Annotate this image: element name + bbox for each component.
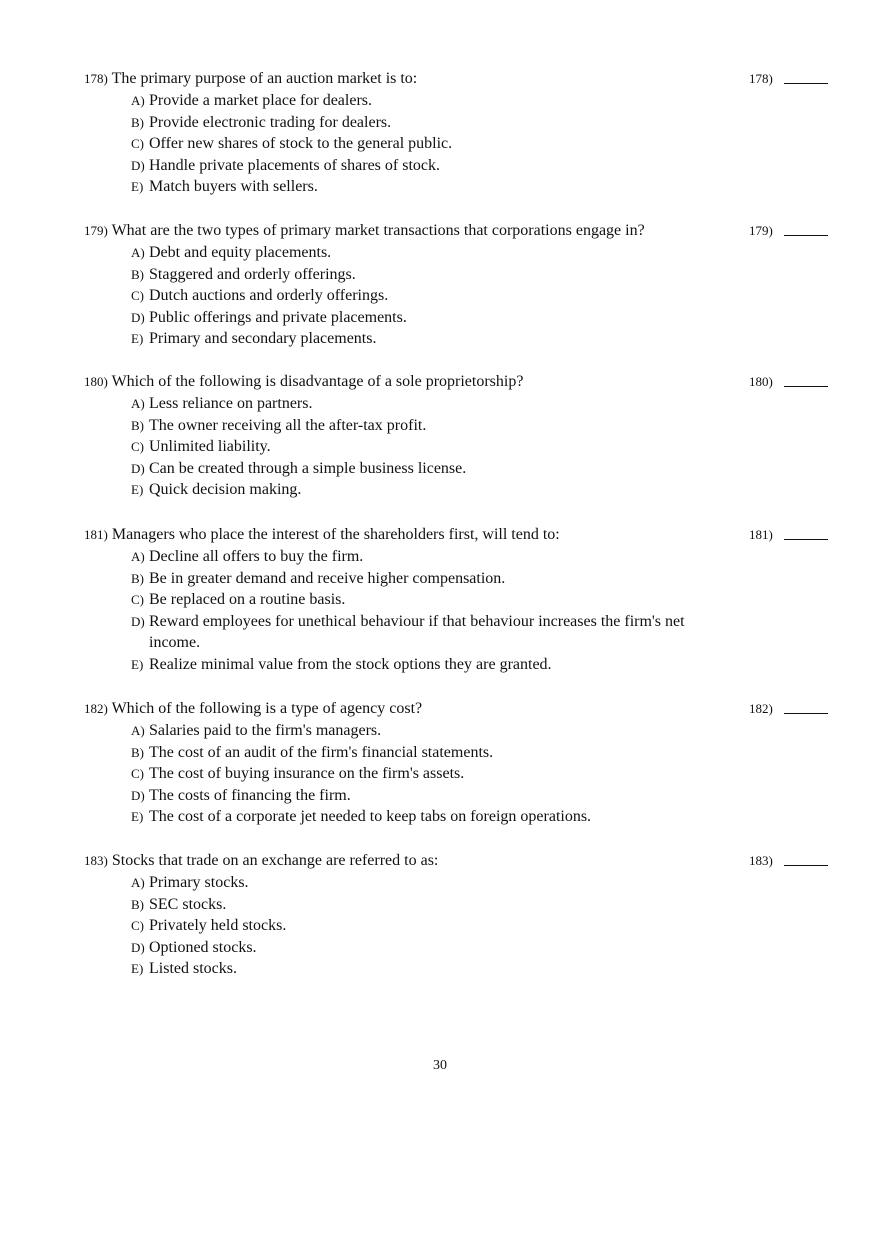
- options-list: [131, 720, 731, 828]
- question-stem: [84, 371, 844, 393]
- option-letter: E): [131, 331, 144, 347]
- option-text: Primary stocks.: [149, 874, 249, 891]
- option-text: Match buyers with sellers.: [149, 178, 318, 196]
- option-b: [131, 742, 731, 764]
- option-c: [131, 763, 731, 785]
- answer-slot: [749, 371, 844, 393]
- question-text: What are the two types of primary market transactions that corporations engage in?: [111, 222, 645, 239]
- options-list: [131, 90, 731, 198]
- option-b: [131, 112, 731, 134]
- question-181: [84, 524, 844, 676]
- option-d: [131, 937, 731, 959]
- option-a: [131, 393, 731, 415]
- option-letter: E): [131, 482, 144, 498]
- option-text: Primary and secondary placements.: [149, 330, 377, 348]
- answer-slot: [749, 524, 844, 546]
- option-e: [131, 479, 731, 501]
- option-a: [131, 90, 731, 112]
- option-letter: D): [131, 309, 145, 325]
- question-182: [84, 698, 844, 828]
- option-text: Unlimited liability.: [149, 438, 271, 456]
- option-letter: A): [131, 245, 145, 260]
- option-text: SEC stocks.: [149, 895, 227, 913]
- question-text: Which of the following is a type of agency cost?: [111, 700, 423, 717]
- option-c: [131, 133, 731, 155]
- option-letter: B): [131, 266, 144, 282]
- option-text: Debt and equity placements.: [149, 244, 332, 261]
- option-d: [131, 155, 731, 177]
- option-b: [131, 894, 731, 916]
- option-text: Listed stocks.: [149, 960, 237, 978]
- question-stem: [84, 698, 844, 720]
- option-b: [131, 415, 731, 437]
- option-letter: B): [131, 896, 144, 912]
- option-text: Privately held stocks.: [149, 917, 287, 935]
- question-number: 182): [84, 701, 108, 716]
- option-d: [131, 611, 731, 654]
- option-text: Provide electronic trading for dealers.: [149, 113, 392, 131]
- option-letter: E): [131, 656, 144, 672]
- option-text: The costs of financing the firm.: [149, 786, 351, 804]
- option-letter: C): [131, 439, 144, 455]
- option-letter: B): [131, 744, 144, 760]
- option-text: Realize minimal value from the stock options they are granted.: [149, 655, 552, 673]
- option-letter: C): [131, 592, 144, 608]
- answer-blank[interactable]: [784, 539, 828, 540]
- option-c: [131, 915, 731, 937]
- option-a: [131, 872, 731, 894]
- option-text: The owner receiving all the after-tax profit.: [149, 416, 427, 434]
- option-text: Handle private placements of shares of stock.: [149, 156, 441, 174]
- answer-blank[interactable]: [784, 713, 828, 714]
- option-d: [131, 307, 731, 329]
- question-180: [84, 371, 844, 501]
- options-list: [131, 393, 731, 501]
- option-b: [131, 264, 731, 286]
- answer-blank[interactable]: [784, 83, 828, 84]
- answer-number: 182): [749, 701, 773, 716]
- answer-number: 181): [749, 527, 773, 542]
- options-list: [131, 872, 731, 980]
- option-letter: B): [131, 570, 144, 586]
- question-number: 180): [84, 374, 108, 389]
- option-letter: A): [131, 396, 145, 411]
- option-text: Provide a market place for dealers.: [149, 92, 373, 109]
- question-text: The primary purpose of an auction market is to:: [111, 70, 418, 87]
- option-e: [131, 806, 731, 828]
- option-text: Reward employees for unethical behaviour if that behaviour increases the firm's net income.: [149, 612, 685, 652]
- option-letter: D): [131, 939, 145, 955]
- option-d: [131, 785, 731, 807]
- answer-blank[interactable]: [784, 235, 828, 236]
- option-text: Less reliance on partners.: [149, 395, 313, 412]
- option-c: [131, 285, 731, 307]
- option-letter: D): [131, 157, 145, 173]
- question-stem: [84, 524, 844, 546]
- question-stem: [84, 220, 844, 242]
- option-c: [131, 589, 731, 611]
- option-text: Can be created through a simple business license.: [149, 459, 467, 477]
- option-text: Optioned stocks.: [149, 938, 257, 956]
- question-183: [84, 850, 844, 980]
- question-text: Managers who place the interest of the shareholders first, will tend to:: [111, 526, 560, 543]
- option-letter: C): [131, 918, 144, 934]
- option-text: Be in greater demand and receive higher compensation.: [149, 569, 506, 587]
- option-letter: B): [131, 417, 144, 433]
- question-179: [84, 220, 844, 350]
- option-b: [131, 568, 731, 590]
- option-letter: A): [131, 93, 145, 108]
- option-letter: D): [131, 613, 145, 629]
- question-text: Which of the following is disadvantage of a sole proprietorship?: [111, 373, 524, 390]
- option-letter: A): [131, 723, 145, 738]
- option-letter: C): [131, 766, 144, 782]
- answer-number: 178): [749, 71, 773, 86]
- option-text: The cost of buying insurance on the firm's assets.: [149, 765, 465, 783]
- option-d: [131, 458, 731, 480]
- option-letter: A): [131, 549, 145, 564]
- question-number: 179): [84, 223, 108, 238]
- question-number: 181): [84, 527, 108, 542]
- option-letter: E): [131, 809, 144, 825]
- answer-number: 183): [749, 853, 773, 868]
- option-e: [131, 654, 731, 676]
- answer-slot: [749, 68, 844, 90]
- option-text: Quick decision making.: [149, 481, 302, 499]
- answer-slot: [749, 850, 844, 872]
- answer-slot: [749, 220, 844, 242]
- option-letter: E): [131, 961, 144, 977]
- option-text: The cost of a corporate jet needed to keep tabs on foreign operations.: [149, 808, 592, 826]
- page-number: 30: [433, 1058, 447, 1073]
- option-text: Public offerings and private placements.: [149, 308, 407, 326]
- option-e: [131, 328, 731, 350]
- option-e: [131, 176, 731, 198]
- question-stem: [84, 68, 844, 90]
- option-a: [131, 546, 731, 568]
- option-letter: D): [131, 460, 145, 476]
- question-text: Stocks that trade on an exchange are referred to as:: [111, 852, 439, 869]
- option-text: Decline all offers to buy the firm.: [149, 548, 364, 565]
- option-text: The cost of an audit of the firm's financial statements.: [149, 743, 494, 761]
- option-text: Staggered and orderly offerings.: [149, 265, 356, 283]
- option-text: Be replaced on a routine basis.: [149, 591, 346, 609]
- option-text: Salaries paid to the firm's managers.: [149, 722, 382, 739]
- question-stem: [84, 850, 844, 872]
- answer-blank[interactable]: [784, 865, 828, 866]
- answer-number: 179): [749, 223, 773, 238]
- option-letter: C): [131, 136, 144, 152]
- option-letter: C): [131, 288, 144, 304]
- options-list: [131, 546, 731, 676]
- option-letter: D): [131, 787, 145, 803]
- option-letter: A): [131, 875, 145, 890]
- answer-slot: [749, 698, 844, 720]
- answer-blank[interactable]: [784, 386, 828, 387]
- option-a: [131, 242, 731, 264]
- option-text: Dutch auctions and orderly offerings.: [149, 287, 389, 305]
- answer-number: 180): [749, 374, 773, 389]
- option-c: [131, 436, 731, 458]
- question-number: 178): [84, 71, 108, 86]
- question-178: [84, 68, 844, 198]
- options-list: [131, 242, 731, 350]
- option-letter: B): [131, 114, 144, 130]
- option-a: [131, 720, 731, 742]
- question-number: 183): [84, 853, 108, 868]
- option-letter: E): [131, 179, 144, 195]
- option-e: [131, 958, 731, 980]
- option-text: Offer new shares of stock to the general public.: [149, 135, 453, 153]
